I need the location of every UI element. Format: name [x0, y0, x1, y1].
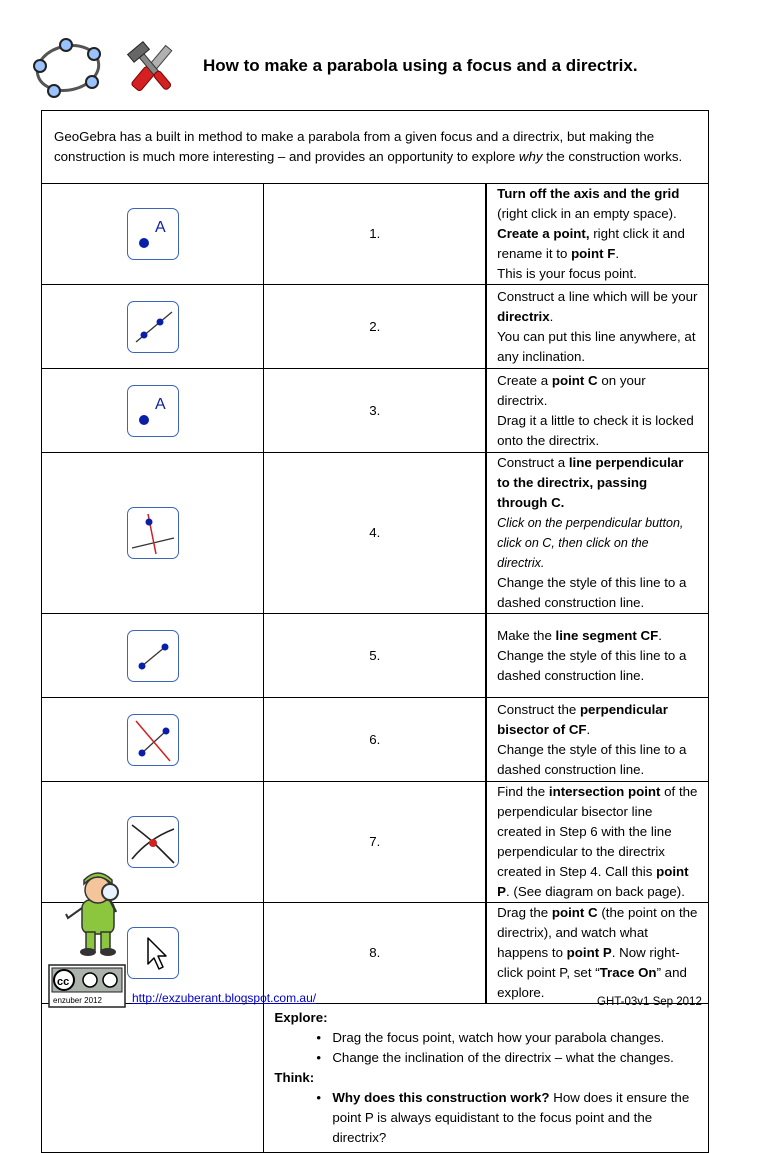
svg-text:A: A	[154, 395, 166, 413]
step-text: Construct a line perpendicular to the directrix, passing through C. Click on the perpendicular button, click on C, then click on the directrix. Change the style of this line to a dashed construction line.	[486, 453, 708, 614]
step-row	[42, 614, 709, 698]
step-number: 5.	[264, 614, 486, 698]
think-list	[274, 1088, 698, 1148]
document-reference: GHT-03v1 Sep 2012	[597, 996, 702, 1008]
perpendicular-bisector-icon	[127, 714, 179, 766]
list-item: • Why does this construction work? How does it ensure the point P is always equidistant to the focus point and the directrix?	[332, 1088, 698, 1148]
intro-paragraph: GeoGebra has a built in method to make a parabola from a given focus and a directrix, but making the construction is much more interesting – and provides an opportunity to explore why the construction works.	[42, 111, 709, 184]
tools-icon	[118, 40, 186, 96]
step-text: Drag the point C (the point on the directrix), and watch what happens to point P. Now right-click point P, set “Trace On” and explore.	[486, 903, 708, 1004]
step-text: Create a point C on your directrix. Drag it a little to check it is locked onto the directrix.	[486, 369, 708, 453]
step-row	[42, 453, 709, 614]
list-item: • Drag the focus point, watch how your parabola changes.	[332, 1028, 698, 1048]
step-number: 7.	[264, 782, 486, 903]
step-text: Find the intersection point of the perpendicular bisector line created in Step 6 with the line perpendicular to the directrix created in Step 4. Call this point P. (See diagram on back page).	[486, 782, 708, 903]
svg-text:enzuber 2012: enzuber 2012	[53, 996, 102, 1005]
point-icon	[127, 385, 179, 437]
detective-cell	[42, 1004, 264, 1153]
point-icon	[127, 208, 179, 260]
step-row	[42, 782, 709, 903]
list-item: • Change the inclination of the directrix – what the changes.	[332, 1048, 698, 1068]
geogebra-logo-icon	[30, 36, 106, 100]
line-icon	[127, 301, 179, 353]
explore-row	[42, 1004, 709, 1153]
segment-icon	[127, 630, 179, 682]
explore-list	[274, 1028, 698, 1068]
step-row	[42, 698, 709, 782]
explore-section	[264, 1004, 709, 1153]
step-row	[42, 285, 709, 369]
step-number: 2.	[264, 285, 486, 369]
svg-text:cc: cc	[57, 976, 70, 988]
step-number: 4.	[264, 453, 486, 614]
step-number: 6.	[264, 698, 486, 782]
step-row	[42, 903, 709, 1004]
intersection-icon	[127, 816, 179, 868]
step-number: 1.	[264, 184, 486, 285]
step-row	[42, 369, 709, 453]
step-text: Construct a line which will be your directrix. You can put this line anywhere, at any inclination.	[486, 285, 708, 369]
page-header	[0, 0, 768, 110]
step-text: Construct the perpendicular bisector of CF. Change the style of this line to a dashed construction line.	[486, 698, 708, 782]
perpendicular-line-icon	[127, 507, 179, 559]
creative-commons-logo-icon	[48, 964, 126, 1008]
page-title: How to make a parabola using a focus and a directrix.	[203, 56, 638, 75]
step-text: Make the line segment CF. Change the style of this line to a dashed construction line.	[486, 614, 708, 698]
blog-link[interactable]: http://exzuberant.blogspot.com.au/	[132, 991, 317, 1005]
think-label: Think:	[274, 1070, 315, 1085]
svg-text:A: A	[154, 219, 166, 236]
step-text: Turn off the axis and the grid (right click in an empty space). Create a point, right click it and rename it to point F. This is your focus point.	[486, 184, 708, 285]
step-number: 3.	[264, 369, 486, 453]
detective-illustration-icon	[60, 868, 136, 958]
step-row	[42, 184, 709, 285]
step-number: 8.	[264, 903, 486, 1004]
explore-label: Explore:	[274, 1010, 328, 1025]
